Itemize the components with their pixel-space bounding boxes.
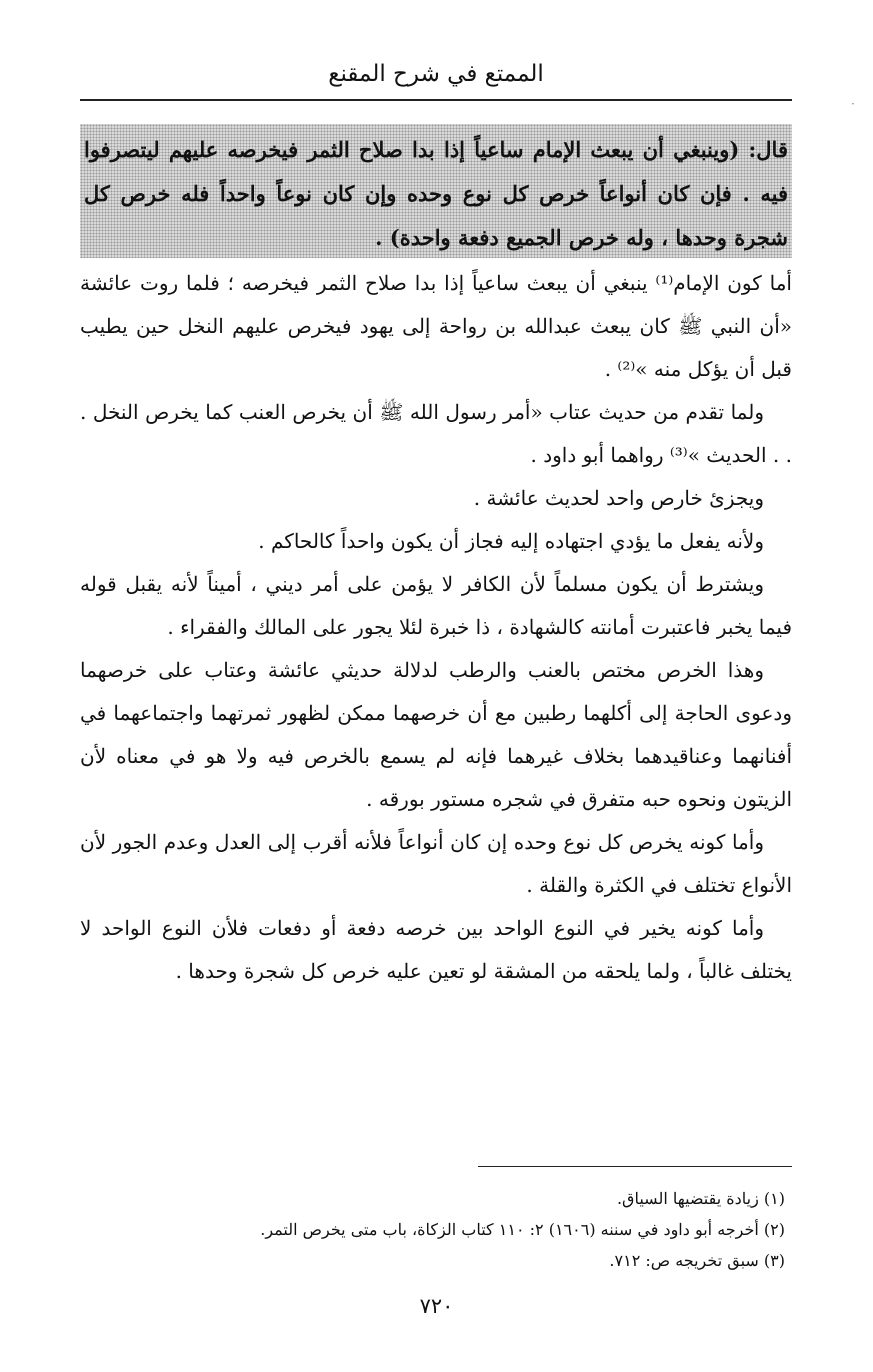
paragraph: ويجزئ خارص واحد لحديث عائشة . [473, 486, 764, 510]
paragraph: وهذا الخرص مختص بالعنب والرطب لدلالة حديثي عائشة وعتاب على خرصهما ودعوى الحاجة إلى أكلهما رطبين مع أن خرصهما ممكن لظهور ثمرتهما واجتماعهما في أفنانهما وعناقيدهما بخلاف غيرهما فإنه لم يسمع بالخرص فيه ولا هو في معناه لأن الزيتون ونحوه حبه متفرق في شجره مستور بورقه . [80, 658, 792, 811]
commentary-body [80, 262, 792, 993]
quoted-matn-block [80, 124, 792, 258]
paragraph: وأما كونه يخير في النوع الواحد بين خرصه دفعة أو دفعات فلأن النوع الواحد لا يختلف غالباً ، ولما يلحقه من المشقة لو تعين عليه خرص كل شجرة وحدها . [80, 916, 792, 983]
footnote: (١) زيادة يقتضيها السياق. [616, 1189, 785, 1208]
footnote: (٣) سبق تخريجه ص: ٧١٢. [609, 1251, 785, 1270]
paragraph: أما كون الإمام⁽¹⁾ ينبغي أن يبعث ساعياً إذا بدا صلاح الثمر فيخرصه ؛ فلما روت عائشة «أن النبي ﷺ كان يبعث عبدالله بن رواحة إلى يهود فيخرص عليهم النخل حين يطيب قبل أن يؤكل منه »⁽²⁾ . [80, 271, 792, 381]
footnotes [80, 1183, 785, 1276]
quoted-matn-text: قال: (وينبغي أن يبعث الإمام ساعياً إذا بدا صلاح الثمر فيخرصه عليهم ليتصرفوا فيه . فإن كان أنواعاً خرص كل نوع وحده وإن كان نوعاً واحداً فله خرص كل شجرة وحدها ، وله خرص الجميع دفعة واحدة) . [84, 137, 788, 250]
footnote-rule [478, 1166, 792, 1167]
margin-mark: · [851, 97, 855, 111]
paragraph: وأما كونه يخرص كل نوع وحده إن كان أنواعاً فلأنه أقرب إلى العدل وعدم الجور لأن الأنواع تختلف في الكثرة والقلة . [80, 830, 792, 897]
running-title: الممتع في شرح المقنع [328, 61, 544, 87]
paragraph: ولما تقدم من حديث عتاب «أمر رسول الله ﷺ أن يخرص العنب كما يخرص النخل . . . الحديث »⁽³⁾ رواهما أبو داود . [80, 400, 792, 467]
header-rule [80, 99, 792, 101]
page-number: ٧٢٠ [419, 1294, 454, 1318]
paragraph: ويشترط أن يكون مسلماً لأن الكافر لا يؤمن على أمر ديني ، أميناً لأنه يقبل قوله فيما يخبر فاعتبرت أمانته كالشهادة ، ذا خبرة لئلا يجور على المالك والفقراء . [80, 572, 792, 639]
paragraph: ولأنه يفعل ما يؤدي اجتهاده إليه فجاز أن يكون واحداً كالحاكم . [258, 529, 764, 553]
footnote: (٢) أخرجه أبو داود في سننه (١٦٠٦) ٢: ١١٠ كتاب الزكاة، باب متى يخرص التمر. [260, 1220, 785, 1239]
